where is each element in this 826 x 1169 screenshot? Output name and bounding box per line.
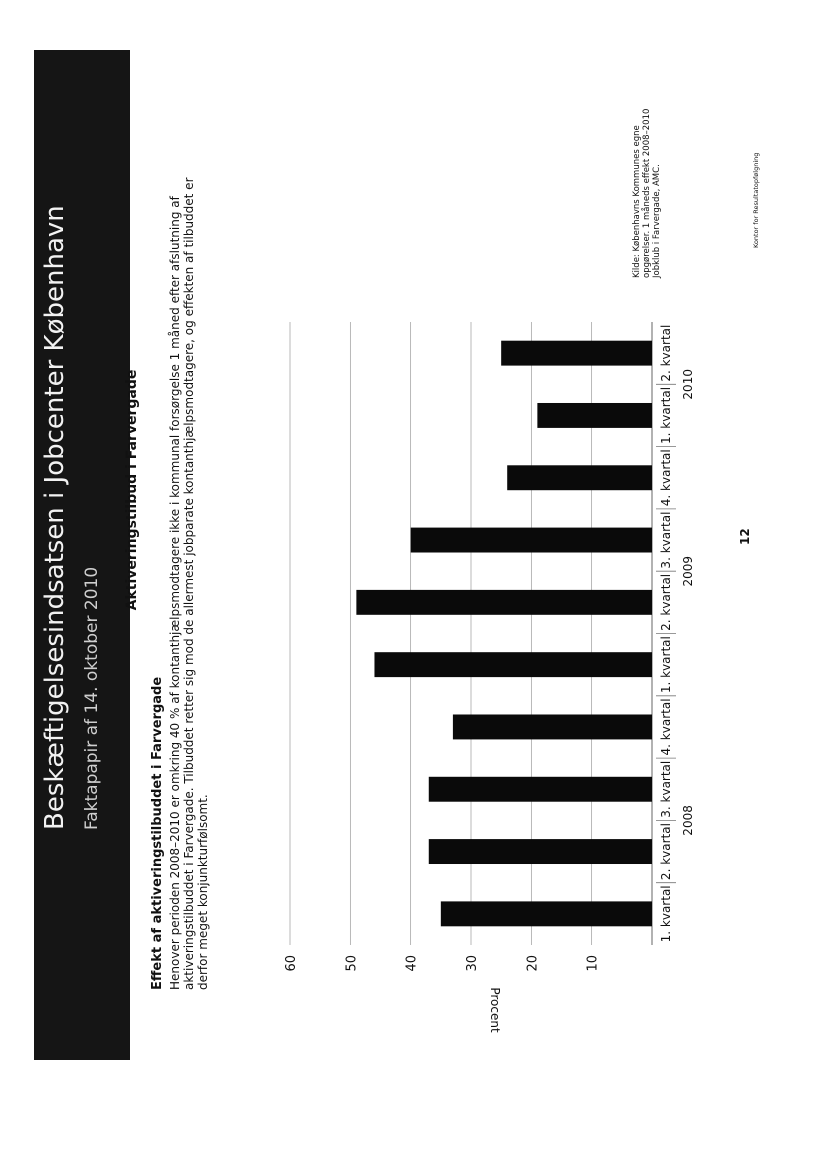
y-tick-label-2: 30 — [465, 955, 480, 972]
x-tick-label-2: 3. kvartal — [659, 760, 673, 818]
rotated-page — [0, 30, 826, 1130]
body-text-line-1: Henover perioden 2008–2010 er omkring 40 % af kontanthjælpsmodtagere ikke i kommunal forsørgelse 1 måned efter afslutning af — [168, 196, 182, 990]
x-tick-label-0: 1. kvartal — [659, 885, 673, 943]
x-tick-label-8: 1. kvartal — [659, 386, 673, 444]
bar-chart — [0, 30, 826, 1130]
bar-6 — [411, 528, 652, 553]
x-tick-label-5: 2. kvartal — [659, 573, 673, 631]
effect-heading: Effekt af aktiveringstilbuddet i Farvergade — [150, 676, 165, 990]
section-title: Aktiveringstilbud i Farvergade — [124, 369, 140, 611]
x-tick-label-6: 3. kvartal — [659, 511, 673, 569]
bar-9 — [501, 341, 652, 366]
y-axis-title: Procent — [488, 987, 502, 1033]
source-note: Kilde: Københavns Kommunes egne opgørelser. 1 måneds effekt 2008–2010 Jobklub i Farvergade, AMC. — [632, 108, 662, 278]
bar-2 — [429, 777, 652, 802]
bar-8 — [537, 403, 652, 428]
page-number: 12 — [738, 528, 752, 545]
bar-3 — [453, 714, 652, 739]
bar-4 — [374, 652, 652, 677]
group-label-2: 2010 — [681, 369, 695, 400]
bar-0 — [441, 901, 652, 926]
footer-organization: Kontor for Resultatopfølgning — [752, 152, 760, 248]
bar-7 — [507, 465, 652, 490]
y-tick-label-3: 40 — [404, 955, 420, 972]
y-tick-label-4: 50 — [344, 955, 360, 972]
group-label-1: 2009 — [681, 555, 695, 587]
x-tick-label-9: 2. kvartal — [659, 324, 673, 382]
page-title: Beskæftigelsesindsatsen i Jobcenter København — [40, 205, 70, 830]
y-tick-label-0: 10 — [585, 955, 601, 972]
y-tick-label-5: 60 — [284, 955, 299, 972]
x-tick-label-7: 4. kvartal — [659, 449, 673, 507]
x-tick-label-4: 1. kvartal — [659, 636, 673, 694]
body-text-line-3: derfor meget konjunkturfølsomt. — [196, 794, 210, 990]
bar-5 — [356, 590, 652, 615]
group-label-0: 2008 — [681, 805, 695, 836]
x-tick-label-3: 4. kvartal — [659, 698, 673, 756]
page-subtitle: Faktapapir af 14. oktober 2010 — [82, 566, 102, 830]
x-tick-label-1: 2. kvartal — [659, 823, 673, 881]
bar-1 — [429, 839, 652, 864]
body-text-line-2: aktiveringstilbuddet i Farvergade. Tilbuddet retter sig mod de allermest jobparate kontanthjælpsmodtagere, og effekten af tilbuddet er — [182, 177, 196, 990]
y-tick-label-1: 20 — [525, 955, 541, 972]
